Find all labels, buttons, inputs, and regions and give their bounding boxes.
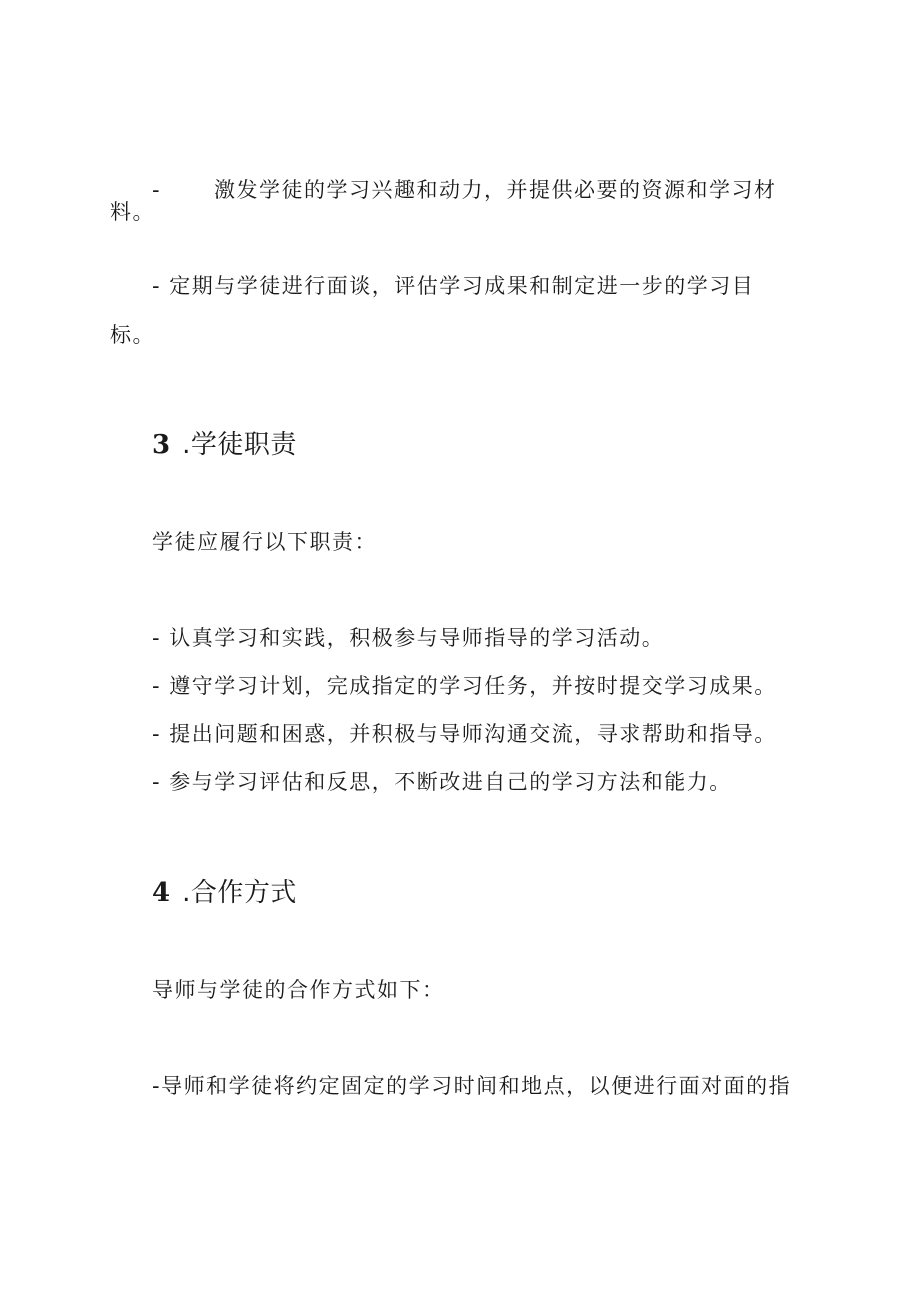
mentor-item-2-line2: 标。 [110,323,155,347]
section-3-item-1: - 认真学习和实践，积极参与导师指导的学习活动。 [152,626,665,650]
section-3-heading [152,428,297,462]
mentor-item-1-line2: 料。 [110,200,155,224]
section-4-number: 4 [152,878,171,908]
section-3-intro: 学徒应履行以下职责： [152,530,377,554]
section-4-title: .合作方式 [182,878,297,908]
mentor-item-1-line1: 激发学徒的学习兴趣和动力，并提供必要的资源和学习材 [214,178,777,202]
section-3-item-3: - 提出问题和困惑，并积极与导师沟通交流，寻求帮助和指导。 [152,722,777,746]
section-3-item-2: - 遵守学习计划，完成指定的学习任务，并按时提交学习成果。 [152,674,777,698]
section-3-title: .学徒职责 [182,430,297,460]
section-3-item-4: - 参与学习评估和反思，不断改进自己的学习方法和能力。 [152,770,732,794]
section-3-number: 3 [152,430,171,460]
mentor-item-1-dash: - [152,178,162,202]
mentor-item-2-dash: - [152,274,162,298]
mentor-item-2-line1: - 定期与学徒进行面谈，评估学习成果和制定进一步的学习目 [152,274,755,298]
section-4-heading [152,876,297,910]
section-4-intro: 导师与学徒的合作方式如下： [152,978,445,1002]
section-4-item-1: -导师和学徒将约定固定的学习时间和地点，以便进行面对面的指 [152,1074,792,1098]
